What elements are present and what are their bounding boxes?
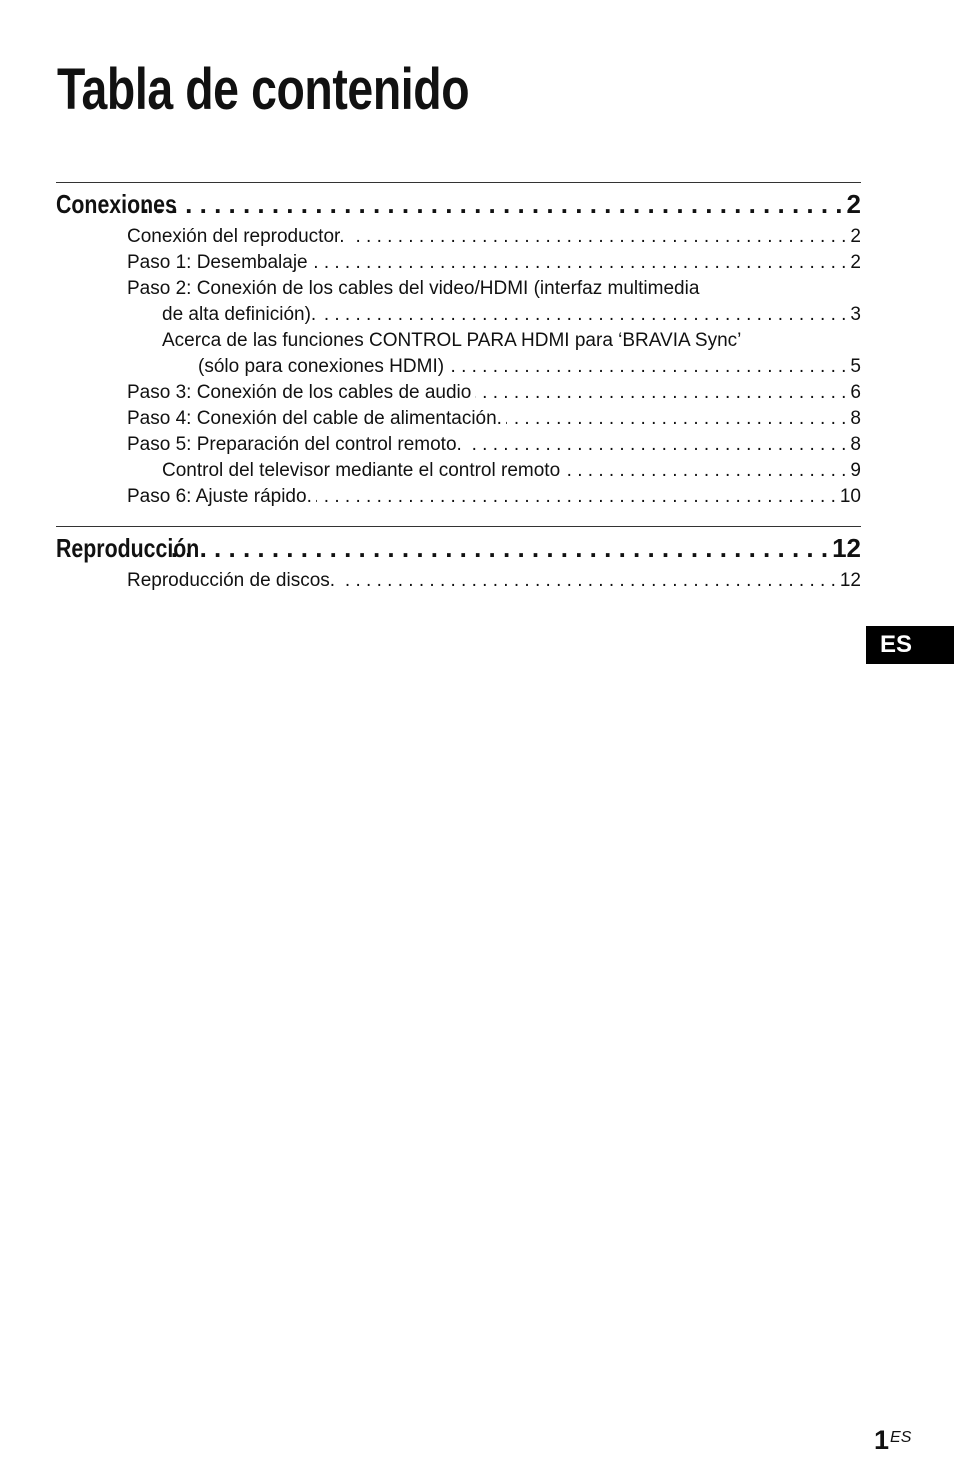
dot-leader bbox=[170, 530, 828, 566]
page-number bbox=[874, 1420, 911, 1460]
toc-entry[interactable] bbox=[56, 276, 861, 302]
toc-subentry[interactable] bbox=[56, 328, 861, 354]
dot-leader bbox=[143, 186, 843, 222]
page-number-value: 1 bbox=[874, 1425, 890, 1455]
toc-subentry-continuation[interactable] bbox=[56, 354, 861, 380]
toc-entry-page: 8 bbox=[850, 434, 861, 455]
toc-entry-page: 12 bbox=[839, 570, 861, 591]
dot-leader bbox=[316, 484, 836, 510]
toc-section-page: 2 bbox=[846, 189, 861, 219]
toc-entry[interactable] bbox=[56, 432, 861, 458]
toc-entry-label: Paso 6: Ajuste rápido. bbox=[127, 486, 312, 507]
toc-entry[interactable] bbox=[56, 250, 861, 276]
dot-leader bbox=[448, 354, 846, 380]
toc-entry-list bbox=[56, 568, 861, 594]
dot-leader bbox=[506, 406, 846, 432]
toc-entry-label: Paso 1: Desembalaje bbox=[127, 252, 308, 273]
dot-leader bbox=[320, 302, 846, 328]
dot-leader bbox=[475, 380, 846, 406]
dot-leader bbox=[466, 432, 847, 458]
toc-section-heading[interactable] bbox=[56, 186, 861, 222]
toc-entry-page: 5 bbox=[850, 356, 861, 377]
page-number-suffix: ES bbox=[890, 1429, 912, 1446]
toc-entry-label: Paso 3: Conexión de los cables de audio bbox=[127, 382, 472, 403]
toc-entry[interactable] bbox=[56, 224, 861, 250]
toc-section-label: Reproducción bbox=[56, 533, 200, 563]
toc-entry-label: Paso 4: Conexión del cable de alimentación. bbox=[127, 408, 502, 429]
dot-leader bbox=[349, 224, 847, 250]
toc-entry-label: Control del televisor mediante el control remoto bbox=[162, 460, 561, 481]
toc-section-heading[interactable] bbox=[56, 530, 861, 566]
toc-entry[interactable] bbox=[56, 568, 861, 594]
toc-entry-page: 2 bbox=[850, 252, 861, 273]
page-title: Tabla de contenido bbox=[57, 57, 470, 122]
toc-entry-label: Paso 2: Conexión de los cables del video/HDMI (interfaz multimedia bbox=[127, 278, 700, 299]
toc-entry-label: Acerca de las funciones CONTROL PARA HDMI para ‘BRAVIA Sync’ bbox=[162, 330, 742, 351]
toc-section-conexiones bbox=[56, 182, 861, 510]
toc-entry-page: 10 bbox=[839, 486, 861, 507]
toc-entry-label: Reproducción de discos. bbox=[127, 570, 336, 591]
toc-entry-page: 9 bbox=[850, 460, 861, 481]
toc-subentry[interactable] bbox=[56, 458, 861, 484]
toc-entry-page: 2 bbox=[850, 226, 861, 247]
toc-entry-label: (sólo para conexiones HDMI) bbox=[198, 356, 445, 377]
language-tab: ES bbox=[866, 626, 954, 664]
dot-leader bbox=[564, 458, 846, 484]
toc-entry[interactable] bbox=[56, 406, 861, 432]
toc-entry-continuation[interactable] bbox=[56, 302, 861, 328]
toc-entry-page: 8 bbox=[850, 408, 861, 429]
dot-leader bbox=[339, 568, 836, 594]
toc-entry-label: Paso 5: Preparación del control remoto. bbox=[127, 434, 462, 455]
toc-section-label: Conexiones bbox=[56, 189, 177, 219]
toc-entry-label: Conexión del reproductor. bbox=[127, 226, 345, 247]
toc-section-page: 12 bbox=[832, 533, 861, 563]
toc-entry-label: de alta definición). bbox=[162, 304, 317, 325]
toc-entry-list bbox=[56, 224, 861, 510]
toc-entry-page: 3 bbox=[850, 304, 861, 325]
toc-section-reproduccion bbox=[56, 526, 861, 594]
toc-entry-page: 6 bbox=[850, 382, 861, 403]
toc-entry[interactable] bbox=[56, 484, 861, 510]
dot-leader bbox=[312, 250, 847, 276]
toc-entry[interactable] bbox=[56, 380, 861, 406]
